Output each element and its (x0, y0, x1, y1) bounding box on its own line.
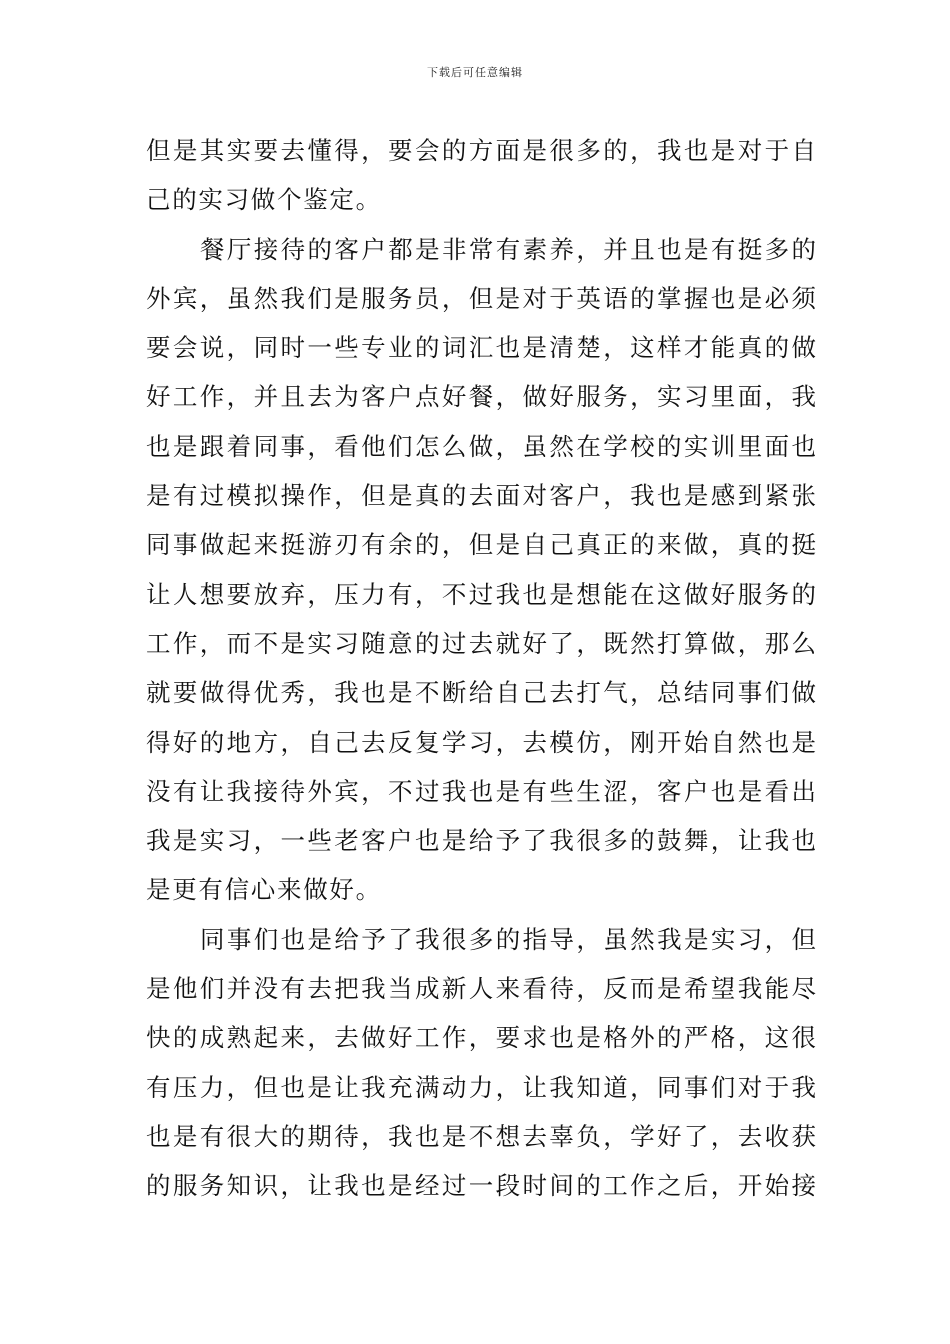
text-line: 我是实习，一些老客户也是给予了我很多的鼓舞，让我也 (146, 826, 816, 856)
text-line: 是更有信心来做好。 (146, 875, 382, 905)
text-line: 同事做起来挺游刃有余的，但是自己真正的来做，真的挺 (146, 530, 816, 560)
text-line: 要会说，同时一些专业的词汇也是清楚，这样才能真的做 (146, 333, 816, 363)
text-line: 快的成熟起来，去做好工作，要求也是格外的严格，这很 (146, 1023, 816, 1053)
text-line: 是他们并没有去把我当成新人来看待，反而是希望我能尽 (146, 974, 816, 1004)
text-line: 也是跟着同事，看他们怎么做，虽然在学校的实训里面也 (146, 431, 816, 461)
text-line: 也是有很大的期待，我也是不想去辜负，学好了，去收获 (146, 1121, 816, 1151)
text-line: 是有过模拟操作，但是真的去面对客户，我也是感到紧张 (146, 481, 816, 511)
text-line: 外宾，虽然我们是服务员，但是对于英语的掌握也是必须 (146, 283, 816, 313)
text-line: 己的实习做个鉴定。 (146, 185, 382, 215)
text-line: 得好的地方，自己去反复学习，去模仿，刚开始自然也是 (146, 727, 816, 757)
text-line: 的服务知识，让我也是经过一段时间的工作之后，开始接 (146, 1171, 816, 1201)
text-line: 工作，而不是实习随意的过去就好了，既然打算做，那么 (146, 628, 816, 658)
text-line: 有压力，但也是让我充满动力，让我知道，同事们对于我 (146, 1072, 816, 1102)
body-text (146, 126, 816, 1211)
text-line: 同事们也是给予了我很多的指导，虽然我是实习，但 (200, 924, 816, 954)
text-line: 好工作，并且去为客户点好餐，做好服务，实习里面，我 (146, 382, 816, 412)
text-line: 让人想要放弃，压力有，不过我也是想能在这做好服务的 (146, 579, 816, 609)
text-line: 就要做得优秀，我也是不断给自己去打气，总结同事们做 (146, 678, 816, 708)
page-header: 下载后可任意编辑 (427, 66, 523, 79)
text-line: 没有让我接待外宾，不过我也是有些生涩，客户也是看出 (146, 776, 816, 806)
text-line: 餐厅接待的客户都是非常有素养，并且也是有挺多的 (200, 234, 816, 264)
text-line: 但是其实要去懂得，要会的方面是很多的，我也是对于自 (146, 136, 816, 165)
